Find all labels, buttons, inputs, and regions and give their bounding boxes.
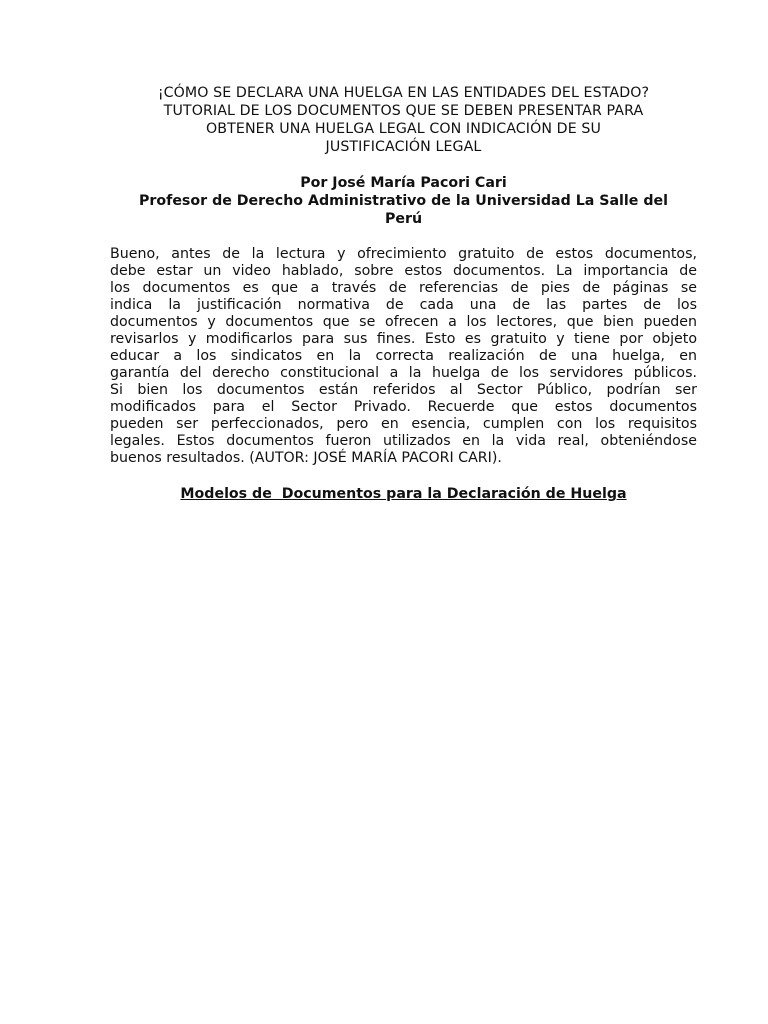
body-line: pueden ser perfeccionados, pero en esencia, cumplen con los requisitos xyxy=(110,416,697,432)
body-line: legales. Estos documentos fueron utilizados en la vida real, obteniéndose xyxy=(110,433,697,449)
author-name: Por José María Pacori Cari xyxy=(300,175,507,191)
models-heading: Modelos de Documentos para la Declaración de Huelga xyxy=(180,486,627,502)
body-line: debe estar un video hablado, sobre estos documentos. La importancia de xyxy=(110,263,697,279)
body-line: los documentos es que a través de referencias de pies de páginas se xyxy=(110,280,697,296)
body-line: garantía del derecho constitucional a la huelga de los servidores públicos. xyxy=(110,365,697,381)
document-page xyxy=(110,84,697,503)
body-line: buenos resultados. (AUTOR: JOSÉ MARÍA PACORI CARI). xyxy=(110,450,502,466)
body-line: Si bien los documentos están referidos al Sector Público, podrían ser xyxy=(110,382,697,398)
body-line: educar a los sindicatos en la correcta realización de una huelga, en xyxy=(110,348,697,364)
body-line: documentos y documentos que se ofrecen a los lectores, que bien pueden xyxy=(110,314,697,330)
title-line: JUSTIFICACIÓN LEGAL xyxy=(325,139,482,155)
author-block xyxy=(110,174,697,228)
title-line: OBTENER UNA HUELGA LEGAL CON INDICACIÓN DE SU xyxy=(206,121,601,137)
body-line: Bueno, antes de la lectura y ofrecimiento gratuito de estos documentos, xyxy=(110,246,697,262)
body-line: revisarlos y modificarlos para sus fines. Esto es gratuito y tiene por objeto xyxy=(110,331,697,347)
body-paragraph xyxy=(110,246,697,467)
author-affiliation: Profesor de Derecho Administrativo de la Universidad La Salle del xyxy=(139,193,668,209)
author-affiliation-continued: Perú xyxy=(384,211,423,227)
title-line: ¡CÓMO SE DECLARA UNA HUELGA EN LAS ENTIDADES DEL ESTADO? xyxy=(157,85,650,101)
body-line: modificados para el Sector Privado. Recuerde que estos documentos xyxy=(110,399,697,415)
document-title xyxy=(110,84,697,156)
title-line: TUTORIAL DE LOS DOCUMENTOS QUE SE DEBEN PRESENTAR PARA xyxy=(163,103,644,119)
body-line: indica la justificación normativa de cada una de las partes de los xyxy=(110,297,697,313)
